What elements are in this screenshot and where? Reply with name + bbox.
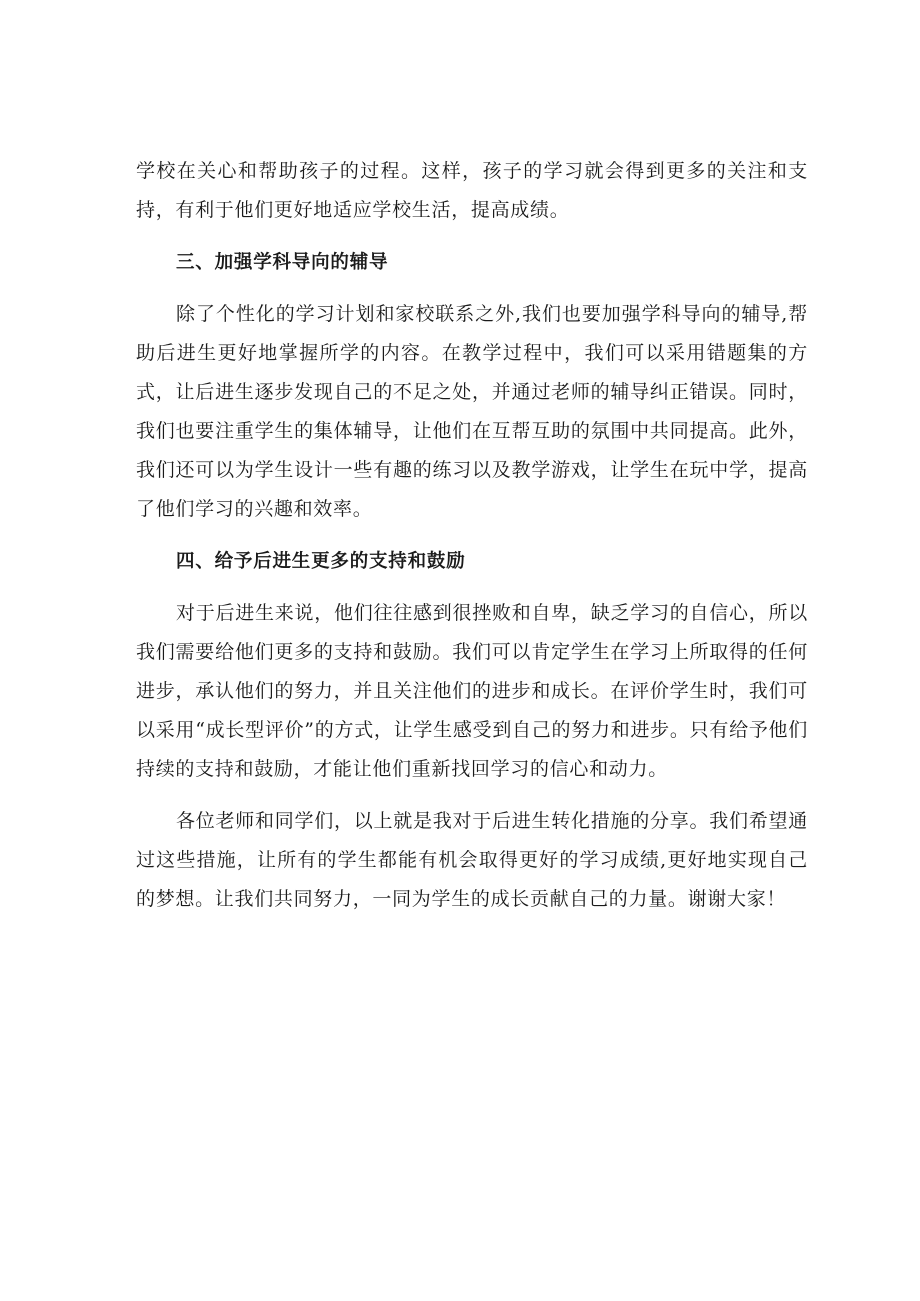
paragraph-subject-tutoring: 除了个性化的学习计划和家校联系之外,我们也要加强学科导向的辅导,帮助后进生更好地掌握所学的内容。在教学过程中，我们可以采用错题集的方式，让后进生逐步发现自己的不足之处，并通过老师的辅导纠正错误。同时，我们也要注重学生的集体辅导，让他们在互帮互助的氛围中共同提高。此外，我们还可以为学生设计一些有趣的练习以及教学游戏，让学生在玩中学，提高了他们学习的兴趣和效率。: [136, 303, 808, 520]
section-heading-3: 三、加强学科导向的辅导: [176, 252, 389, 273]
paragraph-continuation: 学校在关心和帮助孩子的过程。这样，孩子的学习就会得到更多的关注和支持，有利于他们更好地适应学校生活，提高成绩。: [136, 160, 808, 221]
paragraph-closing: 各位老师和同学们，以上就是我对于后进生转化措施的分享。我们希望通过这些措施，让所有的学生都能有机会取得更好的学习成绩,更好地实现自己的梦想。让我们共同努力，一同为学生的成长贡献自己的力量。谢谢大家！: [136, 810, 808, 910]
document-body: [136, 152, 808, 932]
section-heading-4: 四、给予后进生更多的支持和鼓励: [176, 551, 466, 572]
paragraph-support-encouragement: 对于后进生来说，他们往往感到很挫败和自卑，缺乏学习的自信心，所以我们需要给他们更多的支持和鼓励。我们可以肯定学生在学习上所取得的任何进步，承认他们的努力，并且关注他们的进步和成长。在评价学生时，我们可以采用“成长型评价”的方式，让学生感受到自己的努力和进步。只有给予他们持续的支持和鼓励，才能让他们重新找回学习的信心和动力。: [136, 602, 808, 780]
